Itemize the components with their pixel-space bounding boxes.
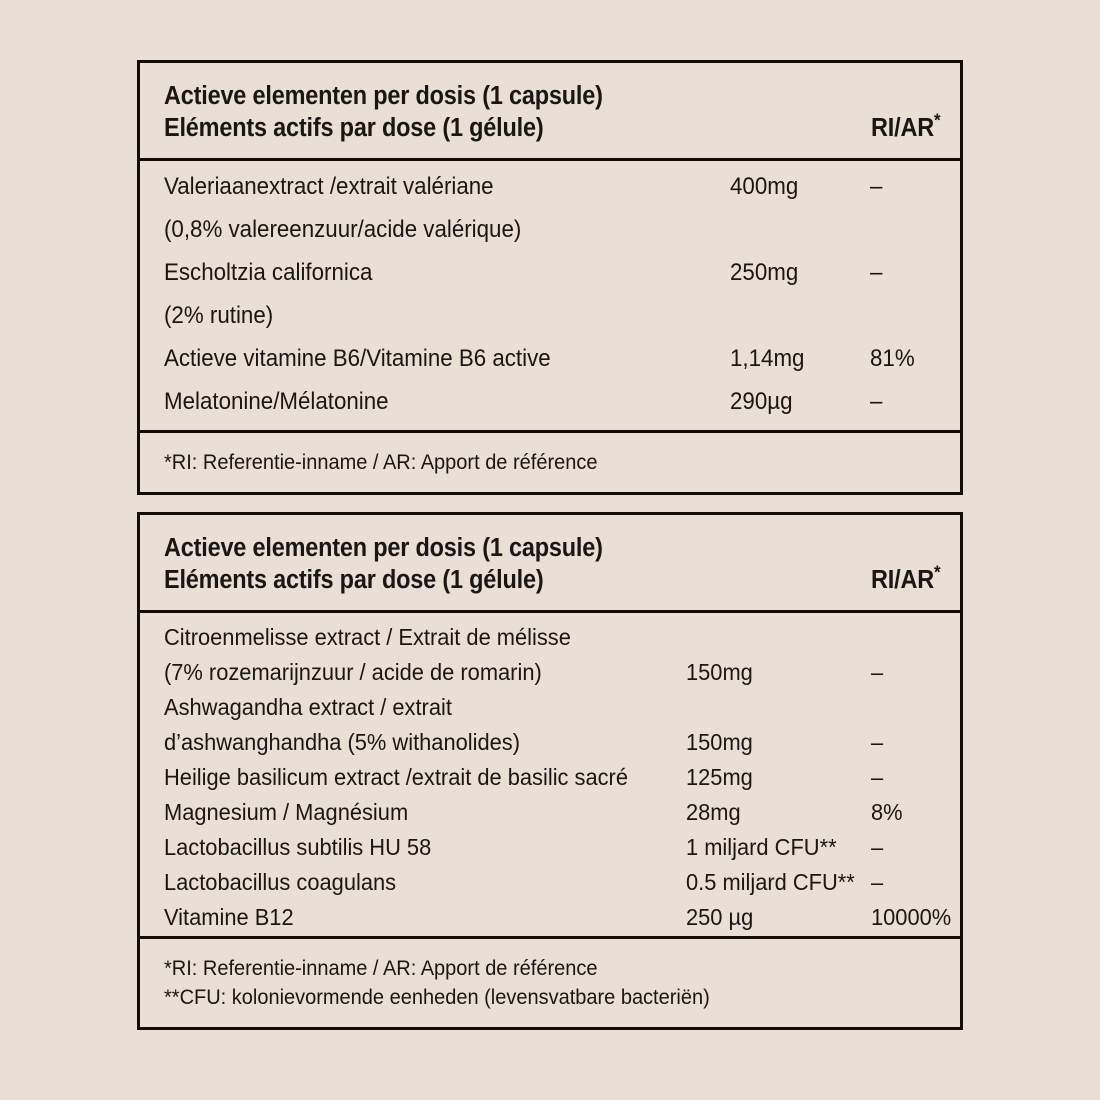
panel-2-ri-column-header [870, 561, 940, 596]
ingredient-name: Actieve vitamine B6/Vitamine B6 active [164, 345, 551, 372]
panel-2-header [140, 515, 960, 613]
panel-1-header-line-nl: Actieve elementen per dosis (1 capsule) [164, 82, 603, 110]
ingredient-name: d’ashwanghandha (5% withanolides) [164, 729, 521, 755]
ingredient-name: Ashwagandha extract / extrait [164, 694, 452, 720]
panel-1-header [140, 63, 960, 161]
ingredient-name: Melatonine/Mélatonine [164, 388, 389, 415]
table-row [140, 906, 960, 941]
footnote-line: **CFU: kolonievormende eenheden (levensvatbare bacteriën) [164, 985, 710, 1009]
ingredient-name: Magnesium / Magnésium [164, 799, 409, 825]
table-row [140, 871, 960, 906]
ingredient-ri: – [871, 834, 884, 860]
ingredient-amount: 150mg [686, 659, 753, 685]
table-row [140, 696, 960, 731]
panel-2-header-line-nl: Actieve elementen per dosis (1 capsule) [164, 534, 603, 562]
ingredient-ri: – [871, 729, 884, 755]
table-row [140, 766, 960, 801]
panel-1-ri-asterisk: * [933, 109, 940, 131]
panel-1-footnote [140, 430, 960, 492]
ingredient-amount: 290µg [730, 388, 793, 415]
table-row [140, 347, 960, 390]
table-row [140, 801, 960, 836]
ingredient-amount: 125mg [686, 764, 753, 790]
ingredient-ri: 8% [871, 799, 903, 825]
ingredient-name: (7% rozemarijnzuur / acide de romarin) [164, 659, 542, 685]
ingredient-name: Heilige basilicum extract /extrait de basilic sacré [164, 764, 628, 790]
table-row [140, 626, 960, 661]
panel-2-ri-label: RI/AR [870, 566, 934, 594]
ingredient-amount: 400mg [730, 173, 799, 200]
ingredient-amount: 0.5 miljard CFU** [686, 869, 855, 895]
nutrition-panel-2 [137, 512, 963, 1030]
table-row [140, 731, 960, 766]
panel-2-ri-asterisk: * [933, 561, 940, 583]
ingredient-name: Vitamine B12 [164, 904, 294, 930]
ingredient-name: (0,8% valereenzuur/acide valérique) [164, 216, 522, 243]
ingredient-ri: – [871, 659, 884, 685]
ingredient-ri: – [870, 259, 883, 286]
table-row [140, 304, 960, 347]
ingredient-name: Valeriaanextract /extrait valériane [164, 173, 494, 200]
ingredient-name: Lactobacillus subtilis HU 58 [164, 834, 432, 860]
ingredient-ri: 10000% [871, 904, 952, 930]
panel-2-footnote [140, 936, 960, 1027]
panel-1-body [140, 161, 960, 430]
ingredient-amount: 250 µg [686, 904, 754, 930]
ingredient-ri: – [871, 764, 884, 790]
table-row [140, 175, 960, 218]
ingredient-amount: 1,14mg [730, 345, 805, 372]
ingredient-ri: – [870, 173, 883, 200]
panel-1-ri-column-header [870, 109, 940, 144]
ingredient-ri: – [870, 388, 883, 415]
ingredient-amount: 150mg [686, 729, 753, 755]
ingredient-amount: 28mg [686, 799, 741, 825]
ingredient-ri: – [871, 869, 884, 895]
ingredient-amount: 250mg [730, 259, 799, 286]
ingredient-name: Escholtzia californica [164, 259, 373, 286]
ingredient-amount: 1 miljard CFU** [686, 834, 837, 860]
table-row [140, 836, 960, 871]
footnote-line: *RI: Referentie-inname / AR: Apport de référence [164, 956, 598, 980]
panel-1-header-line-fr: Eléments actifs par dose (1 gélule) [164, 114, 544, 142]
table-row [140, 218, 960, 261]
panel-2-body [140, 613, 960, 936]
panel-2-header-line-fr: Eléments actifs par dose (1 gélule) [164, 566, 544, 594]
table-row [140, 661, 960, 696]
table-row [140, 390, 960, 433]
footnote-line: *RI: Referentie-inname / AR: Apport de référence [164, 450, 598, 474]
panel-1-ri-label: RI/AR [870, 114, 934, 142]
ingredient-ri: 81% [870, 345, 915, 372]
ingredient-name: Citroenmelisse extract / Extrait de mélisse [164, 624, 571, 650]
table-row [140, 261, 960, 304]
ingredient-name: (2% rutine) [164, 302, 274, 329]
ingredient-name: Lactobacillus coagulans [164, 869, 397, 895]
nutrition-panel-1 [137, 60, 963, 495]
